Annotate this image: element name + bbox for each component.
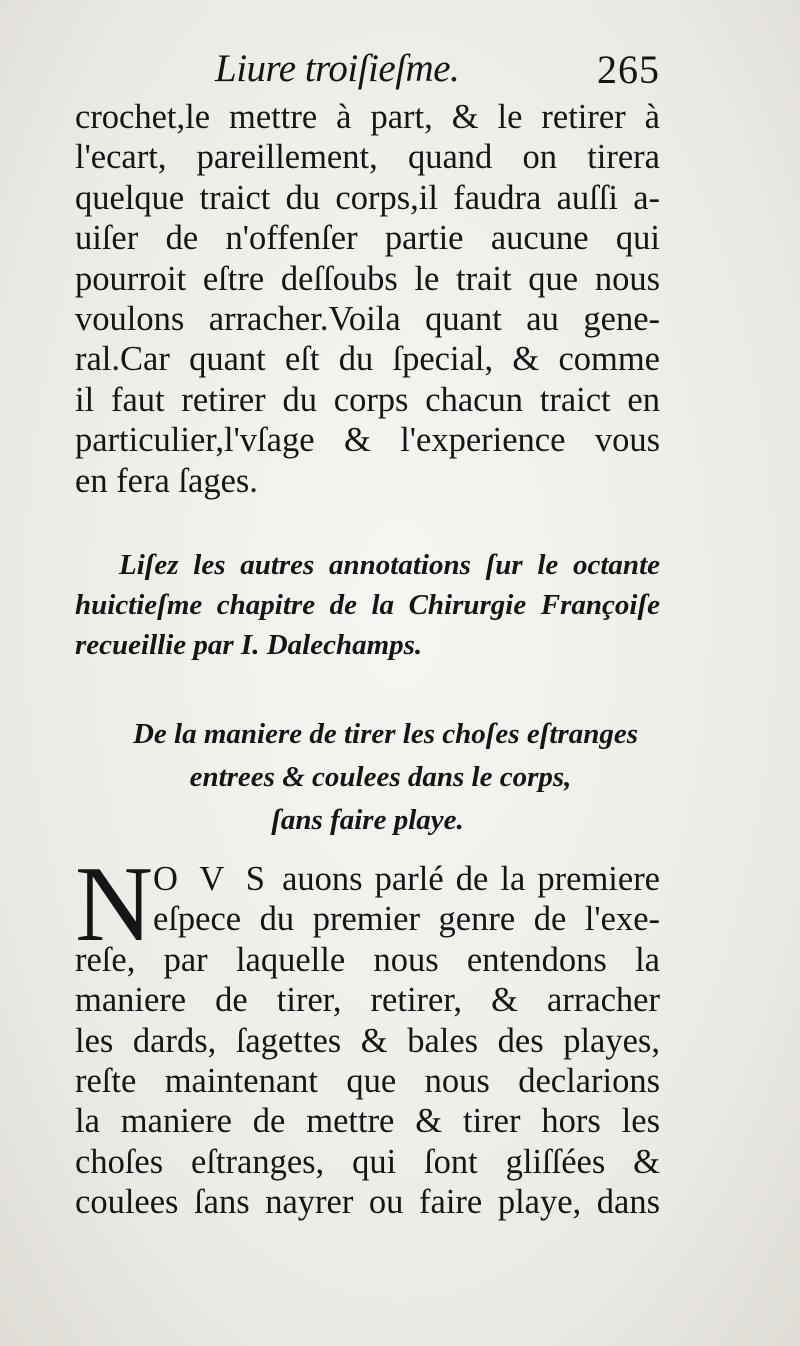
text-line: uiſer de n'offenſer partie aucune qui (75, 219, 660, 258)
first-word-smallcaps: O V S (153, 860, 270, 898)
paragraph-main (75, 845, 660, 1223)
text-line: ral.Car quant eſt du ſpecial, & comme (75, 340, 660, 379)
annotation-note (75, 545, 660, 665)
text-line-rest: auons parlé de la premiere (282, 860, 660, 898)
text-line: reſe, par laquelle nous entendons la (75, 940, 660, 979)
text-line: particulier,l'vſage & l'experience vous (75, 421, 660, 460)
text-line: choſes eſtranges, qui ſont gliſſées & (75, 1142, 660, 1181)
note-line: huictieſme chapitre de la Chirurgie Françoiſe (75, 589, 660, 621)
running-head: Liure troiſieſme. (215, 47, 460, 90)
text-line: en fera ſages. (75, 461, 258, 500)
heading-line: De la maniere de tirer les choſes eſtranges (132, 718, 638, 750)
text-line: maniere de tirer, retirer, & arracher (75, 981, 660, 1020)
paragraph-continued (75, 97, 660, 501)
text-line: reſte maintenant que nous declarions (75, 1062, 660, 1101)
page-header (75, 42, 660, 102)
text-line: pourroit eſtre deſſoubs le trait que nous (75, 259, 660, 298)
text-line: voulons arracher.Voila quant au gene- (75, 300, 660, 339)
text-line: la maniere de mettre & tirer hors les (75, 1102, 660, 1141)
text-line: il faut retirer du corps chacun traict en (75, 380, 660, 419)
text-line: crochet,le mettre à part, & le retirer à (75, 98, 660, 136)
drop-capital: N (75, 845, 153, 964)
note-line: Liſez les autres annotations ſur le octante (119, 549, 660, 581)
section-heading (75, 713, 660, 842)
text-line: quelque traict du corps,il faudra auſſi a- (75, 178, 660, 217)
text-line: l'ecart, pareillement, quand on tirera (75, 138, 660, 177)
text-line: eſpece du premier genre de l'exe- (153, 900, 660, 939)
heading-line: ſans faire playe. (271, 804, 464, 836)
heading-line: entrees & coulees dans le corps, (189, 761, 572, 793)
page-number: 265 (597, 47, 660, 92)
text-line (75, 859, 660, 899)
text-line: les dards, ſagettes & bales des playes, (75, 1021, 660, 1060)
note-line: recueillie par I. Dalechamps. (75, 629, 423, 661)
text-line: coulees ſans nayrer ou faire playe, dans (75, 1183, 660, 1222)
